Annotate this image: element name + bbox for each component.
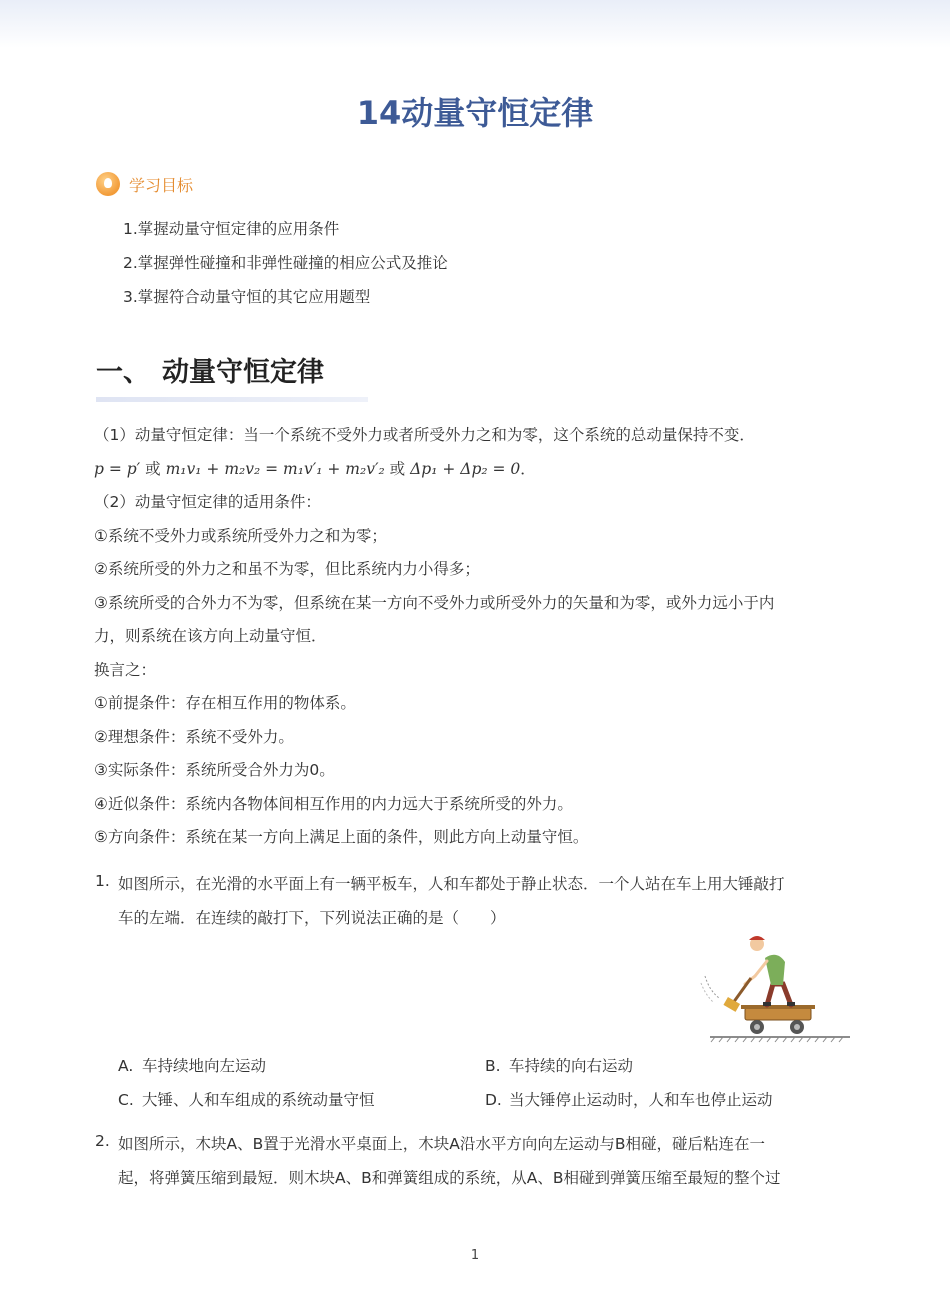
body-line: ②理想条件：系统不受外力。 — [94, 727, 294, 746]
formula-delta-p: Δp₁ + Δp₂ = 0 — [410, 459, 521, 478]
question-number: 1. — [95, 872, 110, 890]
body-line: （2）动量守恒定律的适用条件： — [94, 493, 321, 511]
formula-momentum-equal: p = p′ — [94, 459, 141, 478]
question-text: 如图所示，在光滑的水平面上有一辆平板车，人和车都处于静止状态．一个人站在车上用大锤敲打 — [118, 875, 785, 893]
objectives-heading — [96, 172, 193, 196]
option-text: 车持续地向左运动 — [142, 1057, 267, 1075]
body-line: ③实际条件：系统所受合外力为0。 — [94, 761, 335, 779]
section-title: 动量守恒定律 — [162, 357, 324, 388]
objective-item: 2.掌握弹性碰撞和非弹性碰撞的相应公式及推论 — [123, 254, 448, 272]
section-heading — [96, 350, 324, 389]
question-text: 车的左端．在连续的敲打下，下列说法正确的是（ ） — [118, 909, 506, 927]
body-line: 力，则系统在该方向上动量守恒． — [94, 627, 327, 645]
option-label: C. — [118, 1091, 134, 1109]
page-number: 1 — [470, 1248, 480, 1263]
body-line: ①系统不受外力或系统所受外力之和为零； — [94, 526, 387, 545]
formula-line — [94, 456, 854, 490]
objectives-title: 学习目标 — [129, 175, 194, 195]
body-line: ①前提条件：存在相互作用的物体系。 — [94, 694, 356, 712]
formula-or: 或 — [389, 459, 406, 478]
section-body — [94, 422, 854, 858]
option-a — [118, 1054, 266, 1076]
cart-hammer-illustration — [695, 928, 855, 1046]
option-label: D. — [485, 1091, 502, 1109]
option-label: B. — [485, 1057, 501, 1075]
lightbulb-icon — [96, 172, 120, 196]
question-text: 起，将弹簧压缩到最短．则木块A、B和弹簧组成的系统，从A、B相碰到弹簧压缩至最短的整个过 — [118, 1169, 781, 1187]
section-underline — [96, 397, 368, 402]
objectives-list — [123, 217, 448, 319]
option-text: 大锤、人和车组成的系统动量守恒 — [142, 1091, 375, 1109]
objective-item: 1.掌握动量守恒定律的应用条件 — [123, 220, 340, 238]
option-b — [485, 1054, 633, 1076]
body-line: （1）动量守恒定律：当一个系统不受外力或者所受外力之和为零，这个系统的总动量保持不变． — [94, 426, 755, 444]
body-line: 换言之： — [94, 660, 157, 679]
body-line: ②系统所受的外力之和虽不为零，但比系统内力小得多； — [94, 560, 480, 578]
option-d — [485, 1088, 773, 1110]
option-text: 车持续的向右运动 — [509, 1057, 634, 1075]
formula-end: ． — [520, 459, 536, 478]
objective-item: 3.掌握符合动量守恒的其它应用题型 — [123, 288, 371, 306]
formula-or: 或 — [145, 459, 161, 478]
page-title: 14动量守恒定律 — [356, 94, 594, 132]
option-text: 当大锤停止运动时，人和车也停止运动 — [509, 1091, 773, 1109]
body-line: ④近似条件：系统内各物体间相互作用的内力远大于系统所受的外力。 — [94, 794, 573, 813]
body-line: ⑤方向条件：系统在某一方向上满足上面的条件，则此方向上动量守恒。 — [94, 828, 589, 846]
question-number: 2. — [95, 1132, 110, 1150]
section-number: 一、 — [96, 357, 150, 388]
question-text: 如图所示，木块A、B置于光滑水平桌面上，木块A沿水平方向向左运动与B相碰，碰后粘连在一 — [118, 1135, 765, 1153]
page-header-band — [0, 0, 950, 48]
option-c — [118, 1088, 375, 1110]
formula-momentum-sum: m₁v₁ + m₂v₂ = m₁v′₁ + m₂v′₂ — [165, 459, 385, 478]
body-line: ③系统所受的合外力不为零，但系统在某一方向不受外力或所受外力的矢量和为零，或外力远小于内 — [94, 593, 775, 612]
option-label: A. — [118, 1057, 134, 1075]
cart-hammer-figure — [695, 928, 855, 1046]
